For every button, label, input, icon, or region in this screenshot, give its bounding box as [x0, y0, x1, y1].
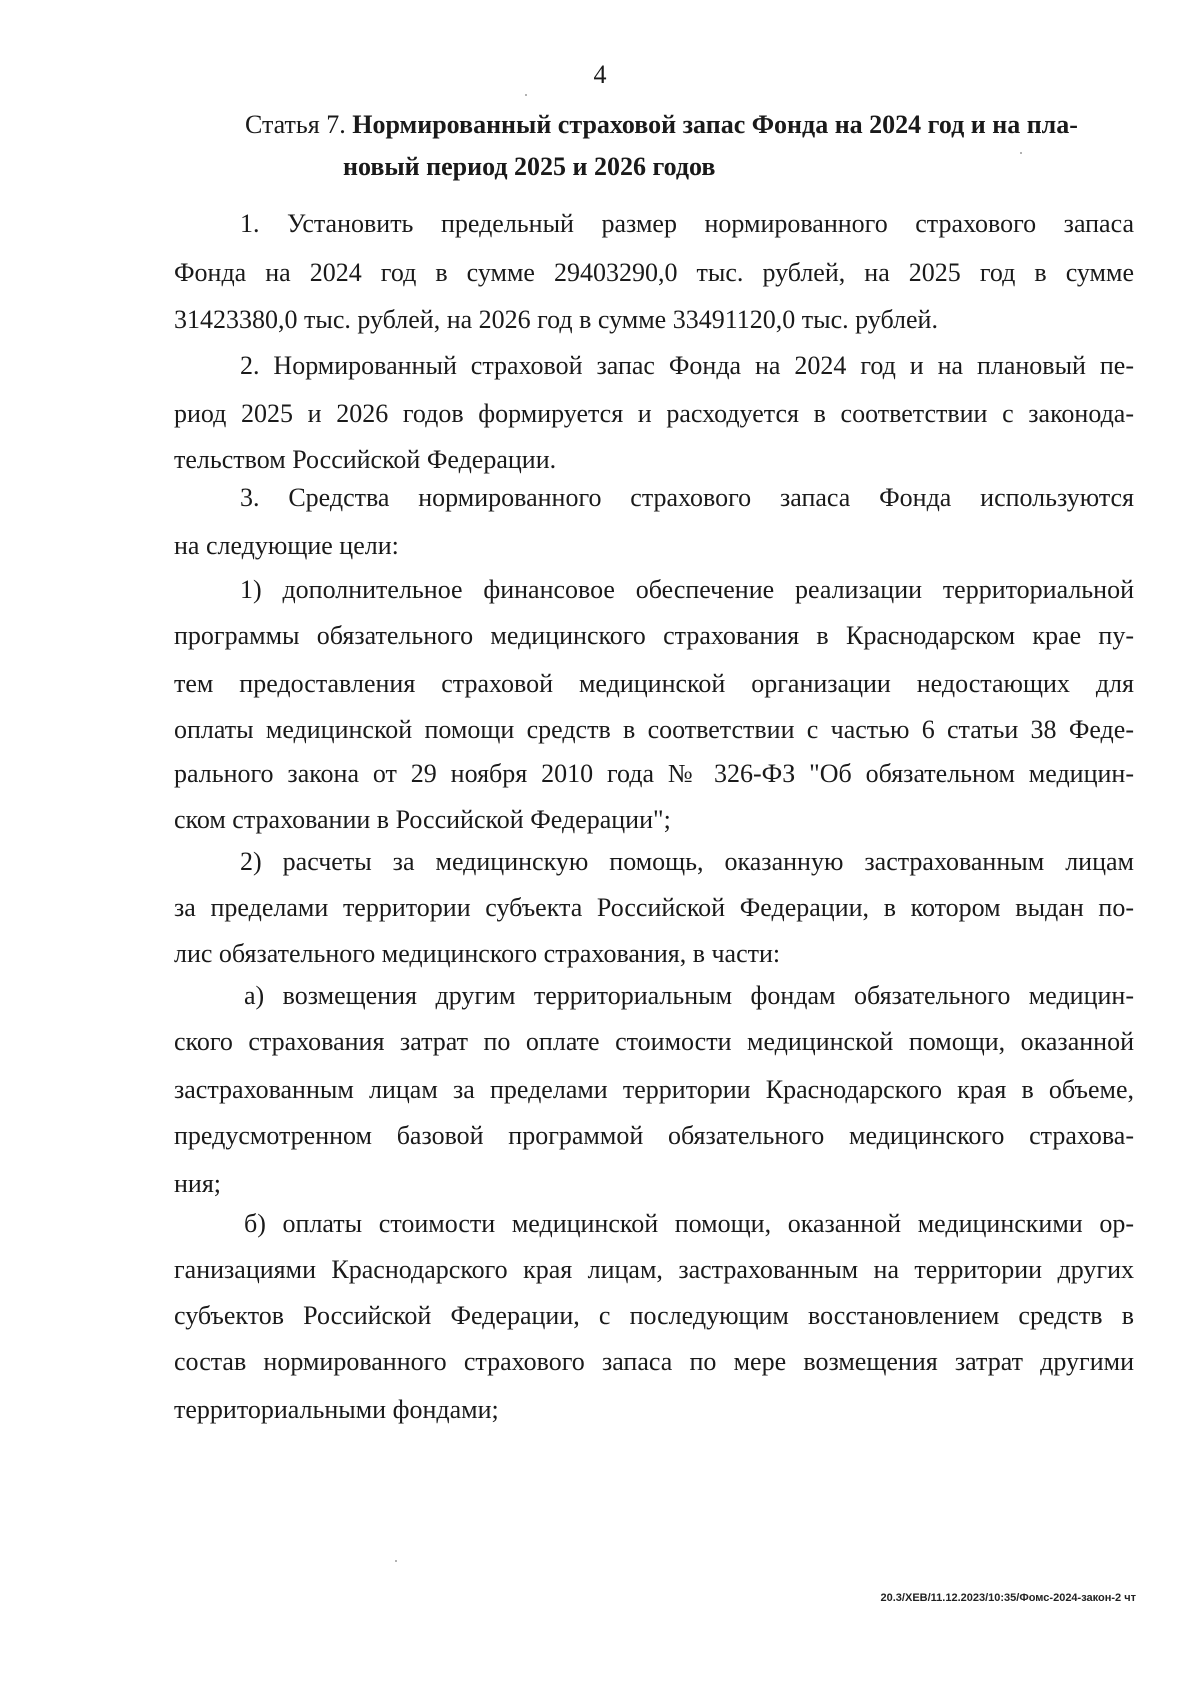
text-line: за пределами территории субъекта Российской Федерации, в котором выдан по- — [174, 893, 1134, 922]
text-line: ского страхования затрат по оплате стоимости медицинской помощи, оказанной — [174, 1027, 1134, 1056]
text-line: ганизациями Краснодарского края лицам, застрахованным на территории других — [174, 1255, 1134, 1284]
text-line: ния; — [174, 1169, 222, 1198]
text-line: 3. Средства нормированного страхового запаса Фонда используются — [240, 483, 1134, 512]
text-line: ском страховании в Российской Федерации"; — [174, 805, 671, 834]
text-line: территориальными фондами; — [174, 1395, 499, 1424]
text-line: состав нормированного страхового запаса по мере возмещения затрат другими — [174, 1347, 1134, 1376]
article-heading-line-1 — [245, 104, 1125, 146]
text-line: застрахованным лицам за пределами территории Краснодарского края в объеме, — [174, 1075, 1134, 1104]
text-line: б) оплаты стоимости медицинской помощи, оказанной медицинскими ор- — [244, 1209, 1134, 1238]
text-line: тельством Российской Федерации. — [174, 445, 557, 474]
article-title-part-2: новый период 2025 и 2026 годов — [343, 152, 716, 181]
text-line: а) возмещения другим территориальным фондам обязательного медицин- — [244, 981, 1134, 1010]
scan-speck — [395, 1560, 397, 1562]
page-number: 4 — [593, 60, 607, 89]
text-line: 1. Установить предельный размер нормированного страхового запаса — [240, 209, 1134, 238]
text-line: предусмотренном базовой программой обязательного медицинского страхова- — [174, 1121, 1134, 1150]
text-line: 2. Нормированный страховой запас Фонда на 2024 год и на плановый пе- — [240, 351, 1134, 380]
article-heading — [245, 104, 1125, 188]
document-footer-code: 20.3/ХЕВ/11.12.2023/10:35/Фомс-2024-закон-2 чт — [880, 1592, 1136, 1604]
scan-speck — [525, 94, 527, 96]
text-line: оплаты медицинской помощи средств в соответствии с частью 6 статьи 38 Феде- — [174, 715, 1134, 744]
text-line: рального закона от 29 ноября 2010 года № 326-ФЗ "Об обязательном медицин- — [174, 759, 1134, 788]
text-line: 2) расчеты за медицинскую помощь, оказанную застрахованным лицам — [240, 847, 1134, 876]
article-title-part-1: Нормированный страховой запас Фонда на 2024 год и на пла- — [352, 110, 1078, 139]
text-line: лис обязательного медицинского страхования, в части: — [174, 939, 781, 968]
text-line: риод 2025 и 2026 годов формируется и расходуется в соответствии с законода- — [174, 399, 1134, 428]
text-line: программы обязательного медицинского страхования в Краснодарском крае пу- — [174, 621, 1134, 650]
text-line: 1) дополнительное финансовое обеспечение реализации территориальной — [240, 575, 1134, 604]
text-line: 31423380,0 тыс. рублей, на 2026 год в сумме 33491120,0 тыс. рублей. — [174, 305, 938, 334]
text-line: субъектов Российской Федерации, с последующим восстановлением средств в — [174, 1301, 1134, 1330]
text-line: тем предоставления страховой медицинской организации недостающих для — [174, 669, 1134, 698]
text-line: на следующие цели: — [174, 531, 399, 560]
scan-speck — [1020, 152, 1022, 154]
text-line: Фонда на 2024 год в сумме 29403290,0 тыс. рублей, на 2025 год в сумме — [174, 258, 1134, 287]
article-number: Статья 7. — [245, 110, 346, 139]
